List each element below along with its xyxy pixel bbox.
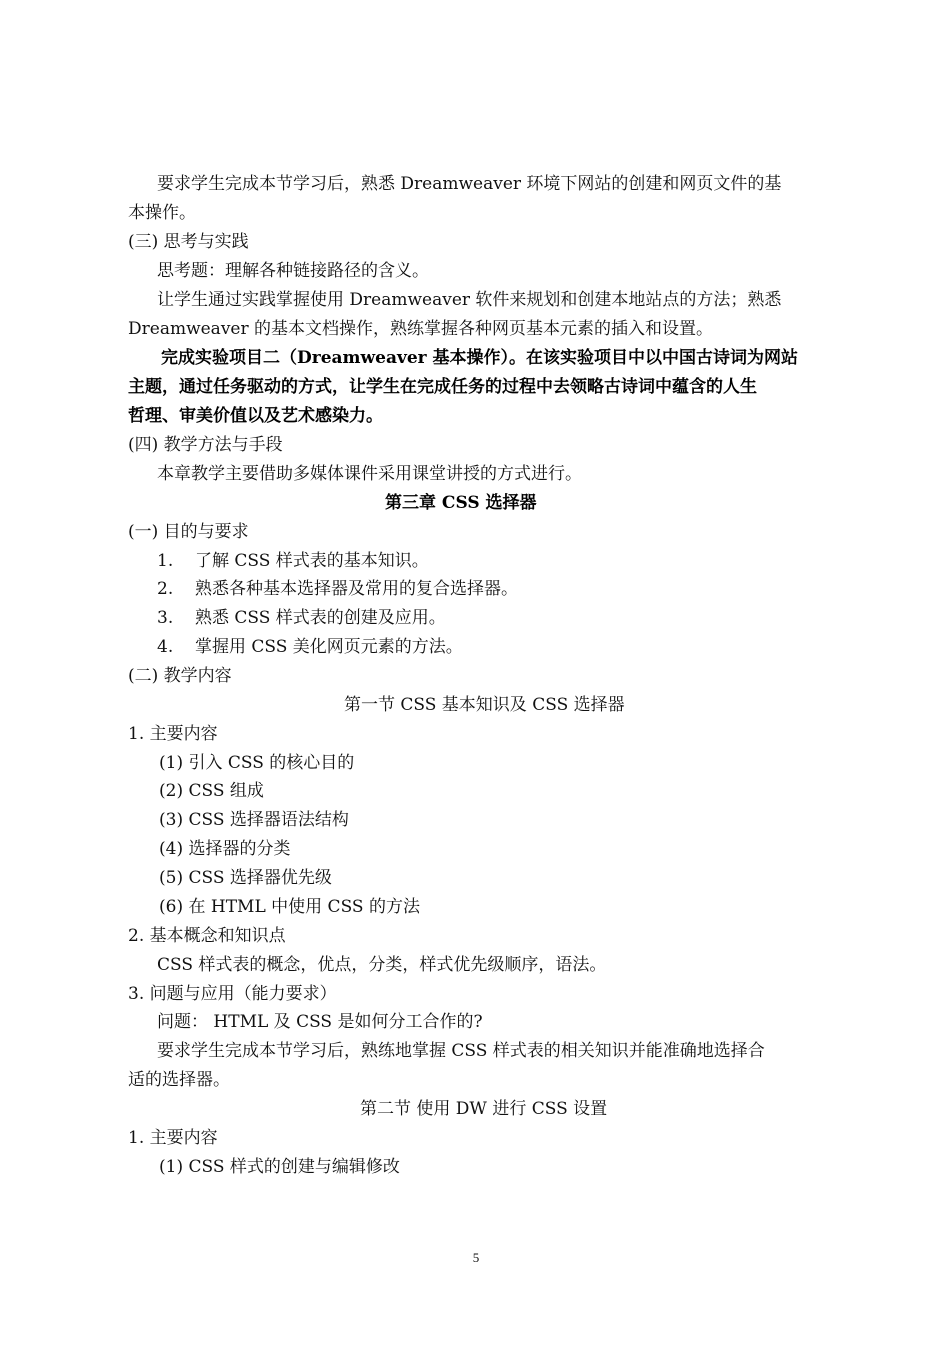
content-heading: (二) 教学内容 — [128, 666, 232, 686]
goal-number: 2. — [157, 579, 174, 599]
think-question: 思考题：理解各种链接路径的含义。 — [157, 261, 429, 281]
goal-item — [157, 578, 518, 600]
goal-text: 掌握用 CSS 美化网页元素的方法。 — [195, 637, 463, 657]
section1-title: 第一节 CSS 基本知识及 CSS 选择器 — [344, 695, 625, 715]
section1-item: (1) 引入 CSS 的核心目的 — [159, 753, 355, 773]
section2-main-heading: 1. 主要内容 — [128, 1128, 218, 1148]
apply-heading: 3. 问题与应用（能力要求） — [128, 984, 337, 1004]
section1-main-heading: 1. 主要内容 — [128, 724, 218, 744]
practice-line-2: Dreamweaver 的基本文档操作，熟练掌握各种网页基本元素的插入和设置。 — [128, 319, 714, 339]
goal-number: 4. — [157, 637, 174, 657]
goal-number: 1. — [157, 551, 174, 571]
lab-project-line-1: 完成实验项目二（Dreamweaver 基本操作）。在该实验项目中以中国古诗词为网站 — [161, 348, 799, 368]
intro-line-1: 要求学生完成本节学习后，熟悉 Dreamweaver 环境下网站的创建和网页文件的基 — [157, 174, 782, 194]
lab-project-line-3: 哲理、审美价值以及艺术感染力。 — [128, 406, 383, 426]
section2-item: (1) CSS 样式的创建与编辑修改 — [159, 1157, 400, 1177]
section1-item: (6) 在 HTML 中使用 CSS 的方法 — [159, 897, 420, 917]
goal-text: 熟悉各种基本选择器及常用的复合选择器。 — [195, 579, 518, 599]
goal-item — [157, 636, 463, 658]
page-number: 5 — [472, 1250, 480, 1265]
chapter-title: 第三章 CSS 选择器 — [385, 493, 537, 513]
concepts-heading: 2. 基本概念和知识点 — [128, 926, 286, 946]
intro-line-2: 本操作。 — [128, 203, 196, 223]
goal-number: 3. — [157, 608, 174, 628]
method-heading: (四) 教学方法与手段 — [128, 435, 283, 455]
concepts-text: CSS 样式表的概念，优点，分类，样式优先级顺序，语法。 — [157, 955, 607, 975]
goal-text: 熟悉 CSS 样式表的创建及应用。 — [195, 608, 446, 628]
goal-item — [157, 607, 446, 629]
section1-item: (4) 选择器的分类 — [159, 839, 291, 859]
section1-item: (3) CSS 选择器语法结构 — [159, 810, 349, 830]
goals-heading: (一) 目的与要求 — [128, 522, 249, 542]
goal-item — [157, 550, 429, 572]
section2-title: 第二节 使用 DW 进行 CSS 设置 — [360, 1099, 608, 1119]
section1-item: (2) CSS 组成 — [159, 781, 264, 801]
question-text: 问题： HTML 及 CSS 是如何分工合作的? — [157, 1012, 483, 1032]
goal-text: 了解 CSS 样式表的基本知识。 — [195, 551, 429, 571]
section1-item: (5) CSS 选择器优先级 — [159, 868, 332, 888]
practice-line-1: 让学生通过实践掌握使用 Dreamweaver 软件来规划和创建本地站点的方法；熟悉 — [157, 290, 782, 310]
requirement-line-1: 要求学生完成本节学习后，熟练地掌握 CSS 样式表的相关知识并能准确地选择合 — [157, 1041, 765, 1061]
think-heading: (三) 思考与实践 — [128, 232, 249, 252]
method-text: 本章教学主要借助多媒体课件采用课堂讲授的方式进行。 — [157, 464, 582, 484]
lab-project-line-2: 主题，通过任务驱动的方式，让学生在完成任务的过程中去领略古诗词中蕴含的人生 — [128, 377, 757, 397]
requirement-line-2: 适的选择器。 — [128, 1070, 230, 1090]
